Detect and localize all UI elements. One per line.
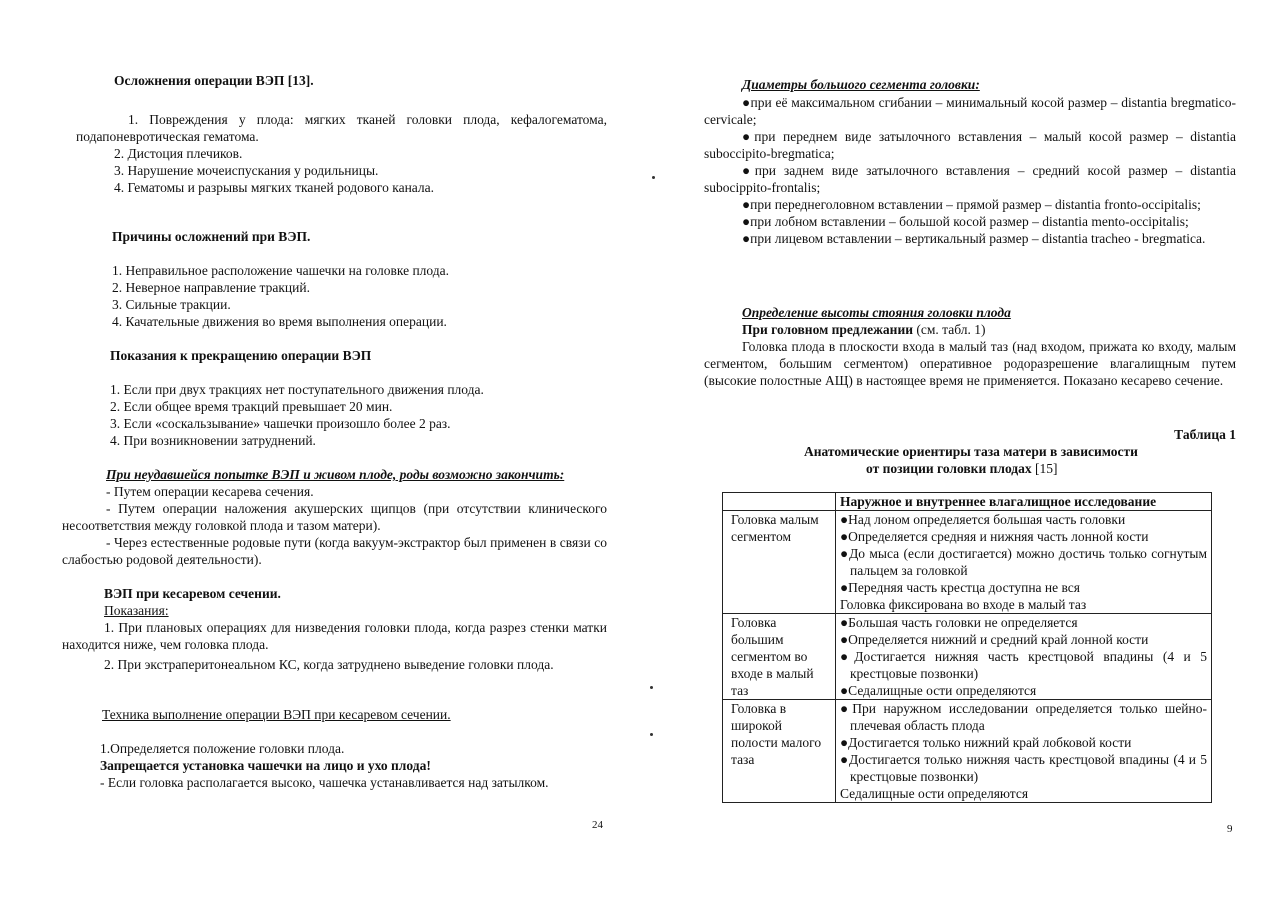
heading-causes: Причины осложнений при ВЭП. — [112, 229, 311, 244]
list-item: ●при переднеголовном вставлении – прямой размер – distantia fronto-occipitalis; — [742, 197, 1201, 212]
list-causes — [112, 262, 607, 330]
row-label: Головка большим сегментом во входе в малый таз — [723, 614, 836, 700]
row-label: Головка в широкой полости малого таза — [723, 700, 836, 803]
row-label: Головка малым сегментом — [723, 511, 836, 614]
list-item: 1. Повреждения у плода: мягких тканей головки плода, кефалогематома, подапоневротическая гематома. — [76, 112, 607, 144]
list-item: ●при переднем виде затылочного вставления – малый косой размер – distantia suboccipito-bregmatica; — [704, 129, 1236, 161]
row-content — [836, 614, 1212, 700]
list-item: 1.Определяется положение головки плода. — [100, 741, 345, 756]
pelvic-landmarks-table — [722, 492, 1212, 803]
table-row — [723, 614, 1212, 700]
list-item: 2. Неверное направление тракций. — [112, 280, 310, 295]
list-item: 2. При экстраперитонеальном КС, когда затруднено выведение головки плода. — [104, 657, 554, 672]
table-bullet: ●Передняя часть крестца доступна не вся — [840, 580, 1080, 595]
list-stop-indications — [110, 381, 607, 449]
table-bullet: ●Достигается нижняя часть крестцовой впадины (4 и 5 крестцовые позвонки) — [840, 649, 1207, 681]
list-diameters — [704, 94, 1236, 247]
table-bullet: ●При наружном исследовании определяется только шейно-плечевая область плода — [840, 701, 1207, 733]
table-title-line-2 — [866, 460, 1236, 477]
list-item: 3. Нарушение мочеиспускания у родильницы. — [114, 163, 379, 178]
page-number-right: 9 — [1227, 823, 1233, 835]
table-bullet: ●Достигается только нижний край лобковой кости — [840, 735, 1132, 750]
list-item: 3. Сильные тракции. — [112, 297, 231, 312]
subheading-bold: При головном предлежании — [742, 322, 914, 337]
table-title-text: от позиции головки плодах — [866, 461, 1032, 476]
table-bullet: ●Седалищные ости определяются — [840, 683, 1037, 698]
list-item: 1. Если при двух тракциях нет поступательного движения плода. — [110, 382, 484, 397]
table-label: Таблица 1 — [1174, 427, 1236, 442]
list-item: ●при лобном вставлении – большой косой размер – distantia mento-occipitalis; — [742, 214, 1189, 229]
list-item: - Если головка располагается высоко, чашечка устанавливается над затылком. — [100, 775, 549, 790]
table-bullet: ●Определяется средняя и нижняя часть лонной кости — [840, 529, 1149, 544]
table-row-conclusion: Седалищные ости определяются — [840, 786, 1029, 801]
scan-speck — [650, 686, 653, 689]
scan-speck — [652, 176, 655, 179]
list-item: ●при заднем виде затылочного вставления – средний косой размер – distantia subocippito-frontalis; — [704, 163, 1236, 195]
heading-cesarean: ВЭП при кесаревом сечении. — [104, 586, 281, 601]
subheading-head-presentation — [742, 321, 1236, 338]
heading-diameters: Диаметры большого сегмента головки: — [742, 77, 980, 92]
list-item: 1. При плановых операциях для низведения головки плода, когда разрез стенки матки находится ниже, чем головка плода. — [62, 620, 607, 652]
left-page — [62, 0, 607, 901]
list-item: 1. Неправильное расположение чашечки на головке плода. — [112, 263, 449, 278]
subheading-indications: Показания: — [104, 603, 169, 618]
heading-technique: Техника выполнение операции ВЭП при кесаревом сечении. — [102, 707, 451, 722]
table-title-line-1: Анатомические ориентиры таза матери в зависимости — [804, 444, 1138, 459]
list-item: 4. Качательные движения во время выполнения операции. — [112, 314, 447, 329]
list-item: ●при лицевом вставлении – вертикальный размер – distantia tracheo - bregmatica. — [742, 231, 1206, 246]
table-row-conclusion: Головка фиксирована во входе в малый таз — [840, 597, 1087, 612]
list-item: 3. Если «соскальзывание» чашечки произошло более 2 раз. — [110, 416, 451, 431]
table-1 — [722, 492, 1212, 803]
list-item: 2. Дистоция плечиков. — [114, 146, 243, 161]
list-complications — [62, 111, 607, 196]
table-header-empty — [723, 493, 836, 511]
heading-head-height: Определение высоты стояния головки плода — [742, 305, 1011, 320]
table-bullet: ●Определяется нижний и средний край лонной кости — [840, 632, 1149, 647]
heading-complications: Осложнения операции ВЭП [13]. — [114, 73, 314, 88]
table-bullet: ●Достигается только нижняя часть крестцовой впадины (4 и 5 крестцовые позвонки) — [840, 752, 1207, 784]
list-technique — [100, 740, 607, 791]
right-page — [704, 0, 1236, 901]
list-item: - Через естественные родовые пути (когда вакуум-экстрактор был применен в связи со слабостью родовой деятельности). — [62, 535, 607, 567]
list-item: - Путем операции кесарева сечения. — [106, 484, 314, 499]
page-number-left: 24 — [592, 819, 603, 831]
list-item: 4. Гематомы и разрывы мягких тканей родового канала. — [114, 180, 435, 195]
row-content — [836, 511, 1212, 614]
table-row — [723, 511, 1212, 614]
table-header-cell: Наружное и внутреннее влагалищное исследование — [836, 493, 1212, 511]
table-bullet: ●Над лоном определяется большая часть головки — [840, 512, 1126, 527]
heading-stop-indications: Показания к прекращению операции ВЭП — [110, 348, 372, 363]
table-header-row — [723, 493, 1212, 511]
list-cesarean-indications — [62, 619, 607, 673]
table-title-ref: [15] — [1031, 461, 1058, 476]
paragraph-head-height: Головка плода в плоскости входа в малый таз (над входом, прижата ко входу, малым сегментом, большим сегментом) оперативное родоразрешение влагалищным путем (высокие полостные АЩ) в настоящее время не применяется. Показано кесарево сечение. — [704, 339, 1236, 388]
list-item: 4. При возникновении затруднений. — [110, 433, 316, 448]
heading-failed-attempt: При неудавшейся попытке ВЭП и живом плоде, роды возможно закончить: — [106, 467, 565, 482]
list-item: ●при её максимальном сгибании – минимальный косой размер – distantia bregmatico-cervicale; — [704, 95, 1236, 127]
row-content — [836, 700, 1212, 803]
scan-speck — [650, 733, 653, 736]
list-item: 2. Если общее время тракций превышает 20 мин. — [110, 399, 393, 414]
list-item: - Путем операции наложения акушерских щипцов (при отсутствии клинического несоответствия между головкой плода и тазом матери). — [62, 501, 607, 533]
warning-text: Запрещается установка чашечки на лицо и ухо плода! — [100, 758, 431, 773]
table-bullet: ●До мыса (если достигается) можно достичь только согнутым пальцем за головкой — [840, 546, 1207, 578]
subheading-rest: (см. табл. 1) — [913, 322, 986, 337]
table-row — [723, 700, 1212, 803]
table-bullet: ●Большая часть головки не определяется — [840, 615, 1078, 630]
list-failed-attempt — [62, 483, 607, 568]
